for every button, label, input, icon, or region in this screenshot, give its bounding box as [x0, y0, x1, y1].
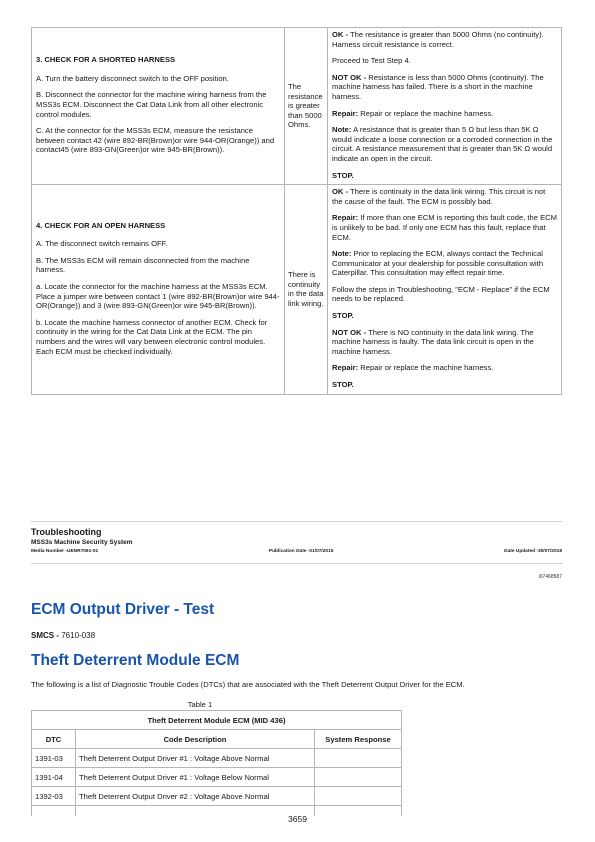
troubleshooting-steps-table — [31, 27, 562, 395]
system-name: MSS3s Machine Security System — [31, 539, 133, 546]
document-id: i07468587 — [538, 574, 562, 580]
step4-procedure — [32, 185, 285, 395]
section-title: Troubleshooting — [31, 527, 102, 537]
step3-procedure — [32, 28, 285, 185]
step4-results — [328, 185, 562, 395]
document-header — [31, 527, 562, 554]
step4-not-ok: NOT OK - There is NO continuity in the data link wiring. The machine harness is faulty. The data link circuit is open in the machine harness. — [332, 327, 534, 356]
step4-instruction-b: B. The MSS3s ECM will remain disconnected from the machine harness. — [36, 255, 250, 275]
step4-ok: OK - There is continuity in the data link wiring. This circuit is not the cause of the fault. The ECM is possibly bad. — [332, 187, 546, 206]
step4-title: 4. CHECK FOR AN OPEN HARNESS — [36, 220, 166, 230]
column-header-response: System Response — [315, 730, 402, 749]
table-row — [32, 749, 402, 768]
dtc-table-title: Theft Deterrent Module ECM (MID 436) — [32, 711, 402, 730]
code-description: Theft Deterrent Output Driver #1 : Voltage Above Normal — [76, 749, 315, 768]
step4-note: Note: Prior to replacing the ECM, always contact the Technical Communicator at your dealership for possible consultation with Caterpillar. This consultation may effect repair time. — [332, 249, 544, 278]
table-caption: Table 1 — [187, 700, 213, 709]
step3-expected-result: The resistance is greater than 5000 Ohms. — [285, 28, 328, 185]
page-number: 3659 — [288, 814, 307, 824]
step4-follow: Follow the steps in Troubleshooting, "ECM - Replace" if the ECM needs to be replaced. — [332, 284, 550, 304]
dtc-table — [31, 710, 402, 816]
step-row-3 — [32, 28, 562, 185]
step3-title: 3. CHECK FOR A SHORTED HARNESS — [36, 55, 176, 65]
divider-top — [31, 521, 562, 522]
document-meta — [31, 549, 562, 554]
step3-repair: Repair: Repair or replace the machine harness. — [332, 108, 494, 118]
system-response — [315, 768, 402, 787]
step-row-4 — [32, 185, 562, 395]
step4-instruction-d: b. Locate the machine harness connector of another ECM. Check for continuity in the wiring for the Cat Data Link at the ECM. The pin numbers and the wires will vary between electronic control modules. Each ECM must be checked individually. — [36, 317, 268, 356]
step3-not-ok: NOT OK - Resistance is less than 5000 Ohms (continuity). The machine harness has failed. There is a short in the machine harness. — [332, 72, 544, 101]
dtc-code: 1391-03 — [32, 749, 76, 768]
article-title: ECM Output Driver - Test — [31, 601, 215, 618]
step4-expected-result: There is continuity in the data link wiring. — [285, 185, 328, 395]
step3-instruction-a: A. Turn the battery disconnect switch to the OFF position. — [36, 73, 229, 83]
divider-header — [31, 563, 562, 564]
step4-repair-harness: Repair: Repair or replace the machine harness. — [332, 363, 494, 373]
code-description: Theft Deterrent Output Driver #2 : Voltage Above Normal — [76, 787, 315, 806]
publication-date: Publication Date -01/07/2015 — [268, 549, 334, 554]
step4-instruction-a: A. The disconnect switch remains OFF. — [36, 239, 168, 249]
step3-proceed: Proceed to Test Step 4. — [332, 56, 411, 66]
step3-instruction-c: C. At the connector for the MSS3s ECM, measure the resistance between contact 42 (wire 892-BR(Brown)or wire 944-OR(Orange)) and contact45 (wire 893-GN(Green)or wire 945-BR(Brown)). — [36, 126, 275, 155]
step3-instruction-b: B. Disconnect the connector for the machine wiring harness from the MSS3s ECM. Disconnect the Cat Data Link from all other electronic control modules. — [36, 90, 267, 119]
article-subtitle: Theft Deterrent Module ECM — [31, 652, 240, 669]
column-header-description: Code Description — [76, 730, 315, 749]
step3-stop: STOP. — [332, 170, 354, 180]
dtc-code: 1392-03 — [32, 787, 76, 806]
table-row — [32, 768, 402, 787]
step4-stop-1: STOP. — [332, 311, 354, 321]
dtc-code: 1391-04 — [32, 768, 76, 787]
step4-stop-2: STOP. — [332, 380, 354, 390]
system-response — [315, 749, 402, 768]
smcs-code: SMCS - 7610-038 — [31, 631, 96, 640]
date-updated: Date Updated -30/07/2018 — [504, 549, 562, 554]
step3-ok: OK - The resistance is greater than 5000 Ohms (no continuity). Harness circuit resistance is correct. — [332, 30, 544, 49]
step4-instruction-c: a. Locate the connector for the machine harness at the MSS3s ECM. Place a jumper wire between contact 1 (wire 892-BR(Brown)or wire 944-OR(Orange)) and 3 (wire 893-GN(Green)or wire 945-BR(Brown)). — [36, 281, 280, 311]
column-header-dtc: DTC — [32, 730, 76, 749]
step4-repair-ecm: Repair: If more than one ECM is reporting this fault code, the ECM is unlikely to be bad. If only one ECM has this fault, replace that ECM. — [332, 213, 557, 242]
code-description: Theft Deterrent Output Driver #1 : Voltage Below Normal — [76, 768, 315, 787]
dtc-table-title-row — [32, 711, 402, 730]
step3-results — [328, 28, 562, 185]
media-number: Media Number -UENR7061-01 — [31, 549, 99, 554]
intro-paragraph: The following is a list of Diagnostic Trouble Codes (DTCs) that are associated with the Theft Deterrent Output Driver for the ECM. — [31, 680, 465, 689]
step3-note: Note: A resistance that is greater than 5 Ω but less than 5K Ω would indicate a loose connection or a corroded connection in the circuit. A resistance measurement that is greater than 5K Ω would indicate an open in the circuit. — [332, 125, 553, 163]
table-row — [32, 787, 402, 806]
system-response — [315, 787, 402, 806]
dtc-table-header-row — [32, 730, 402, 749]
